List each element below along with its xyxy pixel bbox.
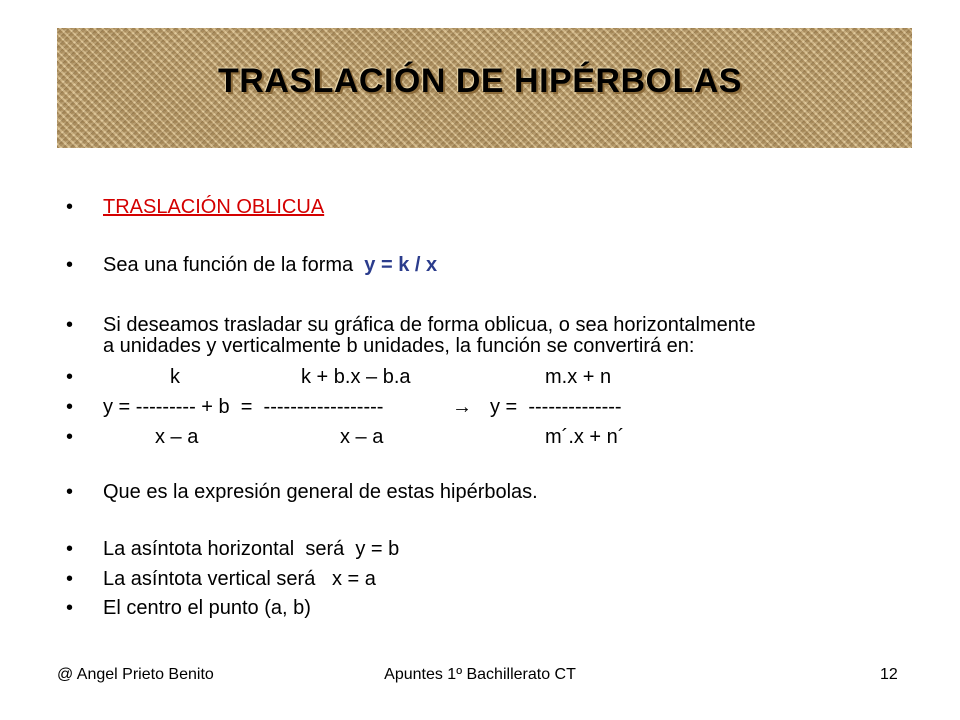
formula-main-right: y = -------------- — [490, 396, 622, 418]
bullet-marker: • — [66, 396, 74, 418]
paragraph-line-2: a unidades y verticalmente b unidades, la función se convertirá en: — [103, 335, 695, 357]
bullet-marker: • — [66, 314, 74, 336]
bullet-marker: • — [66, 426, 74, 448]
bullet-marker: • — [66, 568, 74, 590]
general-expression-text: Que es la expresión general de estas hipérbolas. — [103, 481, 538, 503]
bullet-marker: • — [66, 254, 74, 276]
intro-text: Sea una función de la forma — [103, 254, 365, 276]
formula-denominator-2: x – a — [340, 426, 384, 448]
formula-main-left: y = --------- + b = ------------------ — [103, 396, 384, 418]
arrow-icon: → — [452, 396, 472, 418]
vertical-asymptote-text: La asíntota vertical será x = a — [103, 568, 376, 590]
footer-page-number: 12 — [880, 666, 898, 683]
bullet-marker: • — [66, 538, 74, 560]
bullet-marker: • — [66, 196, 74, 218]
formula-denominator-3: m´.x + n´ — [545, 426, 625, 448]
bullet-marker: • — [66, 481, 74, 503]
formula-numerator-k: k — [170, 366, 180, 388]
intro-line — [103, 254, 437, 276]
bullet-marker: • — [66, 366, 74, 388]
center-point-text: El centro el punto (a, b) — [103, 597, 311, 619]
formula-numerator-final: m.x + n — [545, 366, 612, 388]
formula-denominator-1: x – a — [155, 426, 199, 448]
section-heading: TRASLACIÓN OBLICUA — [103, 196, 325, 218]
slide-title: TRASLACIÓN DE HIPÉRBOLAS — [218, 62, 742, 100]
intro-formula: y = k / x — [364, 254, 438, 276]
paragraph-line-1: Si deseamos trasladar su gráfica de forma oblicua, o sea horizontalmente — [103, 314, 756, 336]
footer-author: @ Angel Prieto Benito — [57, 666, 214, 683]
footer-course: Apuntes 1º Bachillerato CT — [384, 666, 576, 683]
horizontal-asymptote-text: La asíntota horizontal será y = b — [103, 538, 400, 560]
bullet-marker: • — [66, 597, 74, 619]
formula-numerator-expanded: k + b.x – b.a — [301, 366, 411, 388]
